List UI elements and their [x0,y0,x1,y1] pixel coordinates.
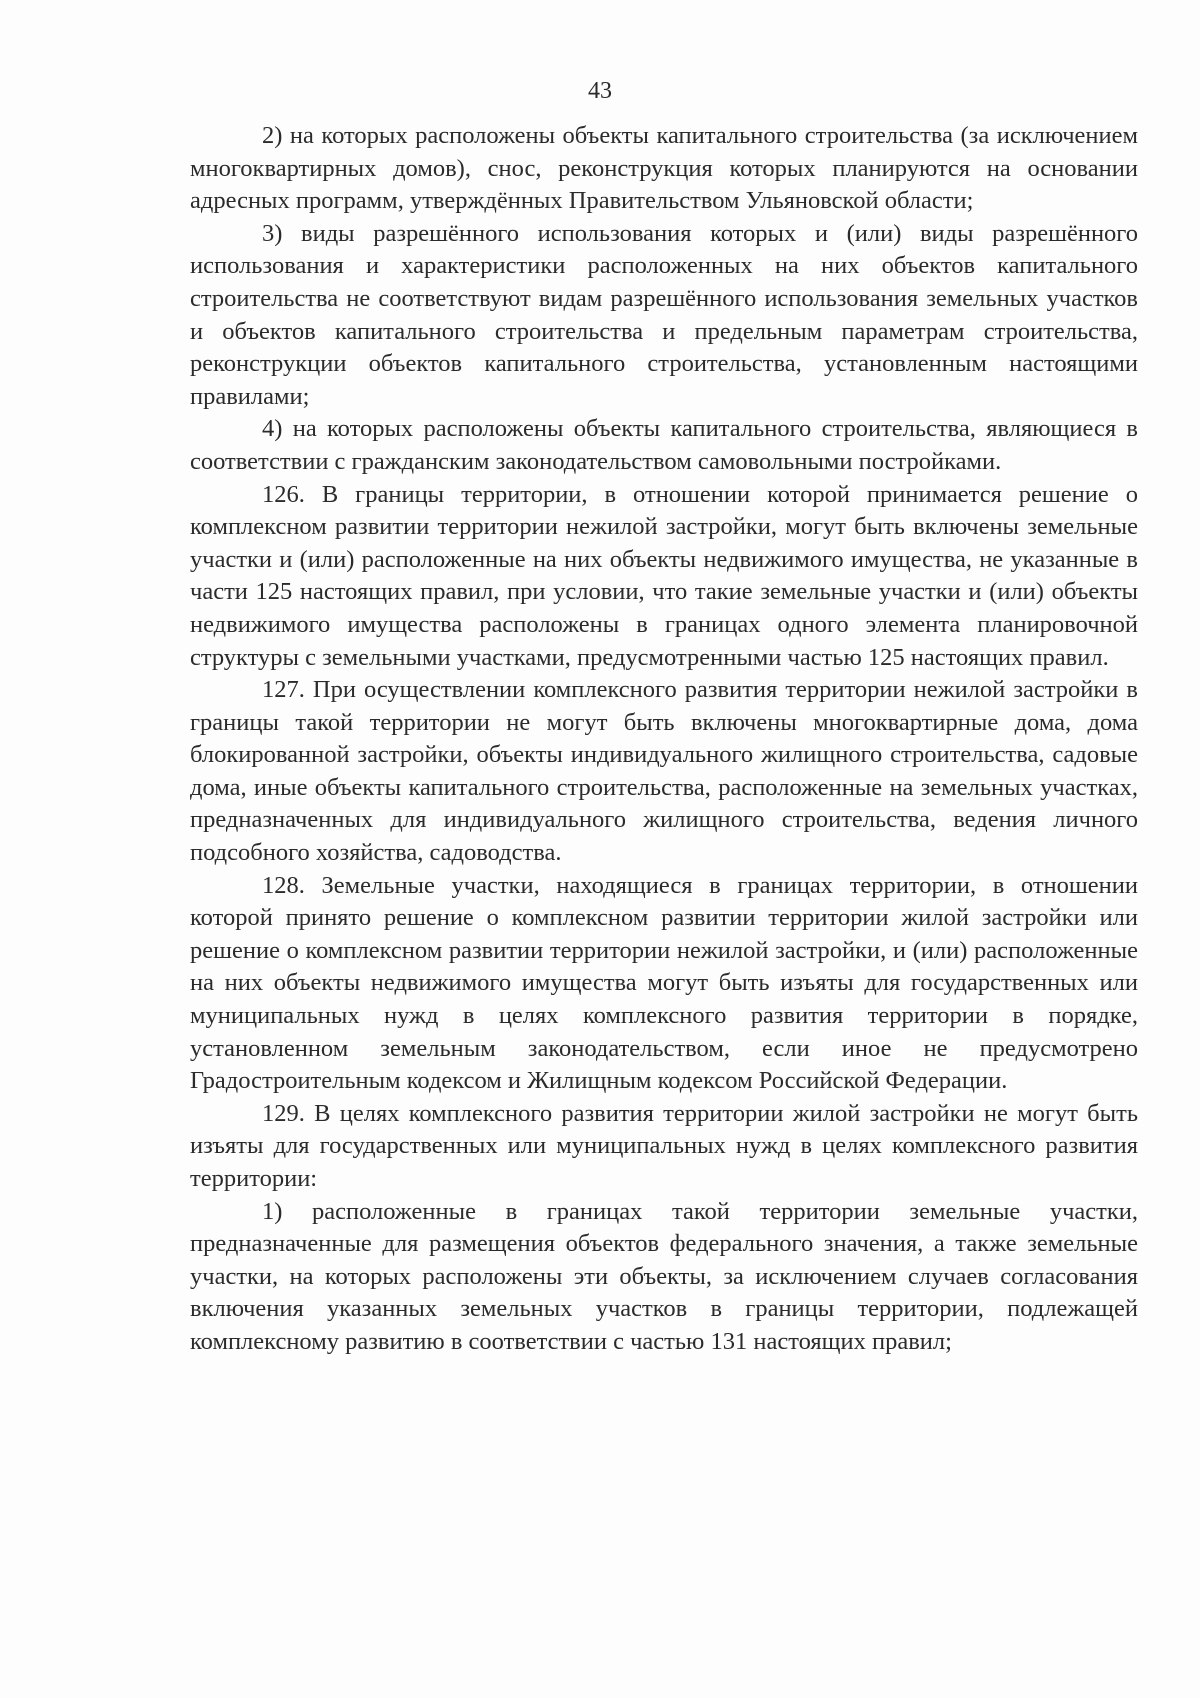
paragraph-126: 126. В границы территории, в отношении которой принимается решение о комплексном развитии территории нежилой застройки, могут быть включены земельные участки и (или) расположенные на них объекты недвижимого имущества, не указанные в части 125 настоящих правил, при условии, что такие земельные участки и (или) объекты недвижимого имущества расположены в границах одного элемента планировочной структуры с земельными участками, предусмотренными частью 125 настоящих правил. [190,480,1138,671]
paragraph-item-4: 4) на которых расположены объекты капитального строительства, являющиеся в соответствии с гражданским законодательством самовольными постройками. [190,415,1138,475]
paragraph-129-item-1: 1) расположенные в границах такой территории земельные участки, предназначенные для размещения объектов федерального значения, а также земельные участки, на которых расположены эти объекты, за исключением случаев согласования включения указанных земельных участков в границы территории, подлежащей комплексному развитию в соответствии с частью 131 настоящих правил; [190,1197,1138,1355]
paragraph-127: 127. При осуществлении комплексного развития территории нежилой застройки в границы такой территории не могут быть включены многоквартирные дома, дома блокированной застройки, объекты индивидуального жилищного строительства, садовые дома, иные объекты капитального строительства, расположенные на земельных участках, предназначенных для индивидуального жилищного строительства, ведения личного подсобного хозяйства, садоводства. [190,676,1138,867]
document-body [190,120,1138,1359]
paragraph-129: 129. В целях комплексного развития территории жилой застройки не могут быть изъяты для государственных или муниципальных нужд в целях комплексного развития территории: [190,1099,1138,1192]
paragraph-128: 128. Земельные участки, находящиеся в границах территории, в отношении которой принято решение о комплексном развитии территории жилой застройки или решение о комплексном развитии территории нежилой застройки, и (или) расположенные на них объекты недвижимого имущества могут быть изъяты для государственных или муниципальных нужд в целях комплексного развития территории в порядке, установленном земельным законодательством, если иное не предусмотрено Градостроительным кодексом и Жилищным кодексом Российской Федерации. [190,871,1138,1095]
paragraph-item-2: 2) на которых расположены объекты капитального строительства (за исключением многоквартирных домов), снос, реконструкция которых планируются на основании адресных программ, утверждённых Правительством Ульяновской области; [190,122,1138,215]
page-number: 43 [588,78,612,104]
paragraph-item-3: 3) виды разрешённого использования которых и (или) виды разрешённого использования и характеристики расположенных на них объектов капитального строительства не соответствуют видам разрешённого использования земельных участков и объектов капитального строительства и предельным параметрам строительства, реконструкции объектов капитального строительства, установленным настоящими правилами; [190,219,1138,410]
